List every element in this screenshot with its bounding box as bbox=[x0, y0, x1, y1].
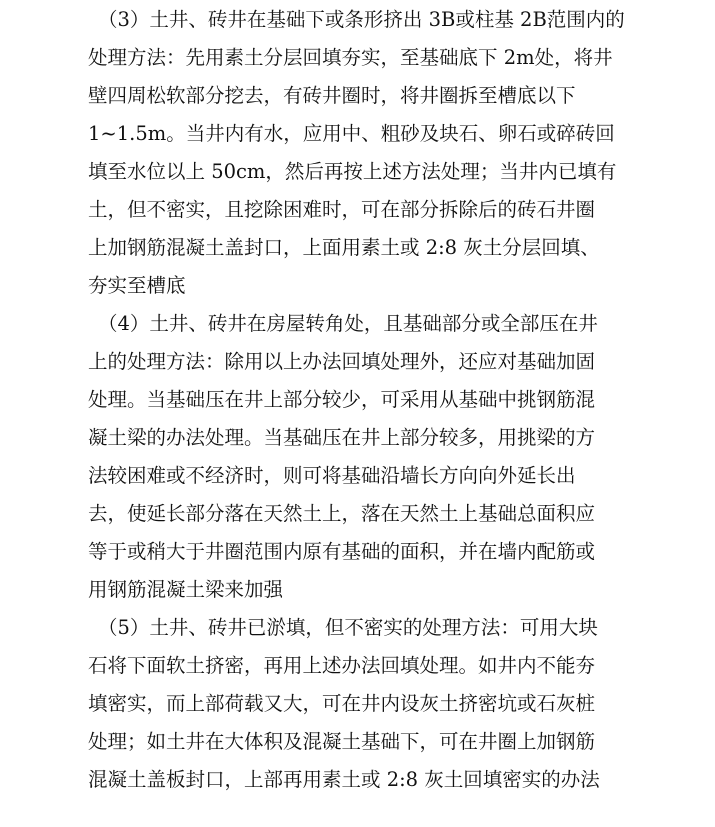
paragraph-3-line-6: 土，但不密实，且挖除困难时，可在部分拆除后的砖石井圈 bbox=[88, 198, 596, 221]
paragraph-5-line-1: （5）土井、砖井已淤填，但不密实的处理方法：可用大块 bbox=[98, 616, 598, 639]
paragraph-5-line-4: 处理；如土井在大体积及混凝土基础下，可在井圈上加钢筋 bbox=[88, 730, 596, 753]
paragraph-3-line-5: 填至水位以上 50cm，然后再按上述方法处理；当井内已填有 bbox=[88, 160, 617, 183]
paragraph-4-line-5: 法较困难或不经济时，则可将基础沿墙长方向向外延长出 bbox=[88, 464, 576, 487]
paragraph-5-line-2: 石将下面软土挤密，再用上述办法回填处理。如井内不能夯 bbox=[88, 654, 596, 677]
paragraph-3-line-1: （3）土井、砖井在基础下或条形挤出 3B或柱基 2B范围内的 bbox=[98, 8, 625, 31]
paragraph-4-line-1: （4）土井、砖井在房屋转角处，且基础部分或全部压在井 bbox=[98, 312, 598, 335]
paragraph-4-line-8: 用钢筋混凝土梁来加强 bbox=[88, 578, 284, 601]
paragraph-3-line-4: 1~1.5m。当井内有水，应用中、粗砂及块石、卵石或碎砖回 bbox=[88, 122, 615, 145]
paragraph-4-line-2: 上的处理方法：除用以上办法回填处理外，还应对基础加固 bbox=[88, 350, 596, 373]
paragraph-4-line-6: 去，使延长部分落在天然土上，落在天然土上基础总面积应 bbox=[88, 502, 596, 525]
paragraph-5-line-5: 混凝土盖板封口，上部再用素土或 2:8 灰土回填密实的办法 bbox=[88, 768, 600, 791]
paragraph-3-line-8: 夯实至槽底 bbox=[88, 274, 186, 297]
paragraph-4-line-3: 处理。当基础压在井上部分较少，可采用从基础中挑钢筋混 bbox=[88, 388, 596, 411]
paragraph-3-line-7: 上加钢筋混凝土盖封口，上面用素土或 2:8 灰土分层回填、 bbox=[88, 236, 600, 259]
paragraph-3-line-2: 处理方法：先用素土分层回填夯实，至基础底下 2m处，将井 bbox=[88, 46, 613, 69]
paragraph-3-line-3: 壁四周松软部分挖去，有砖井圈时，将井圈拆至槽底以下 bbox=[88, 84, 576, 107]
paragraph-5-line-3: 填密实，而上部荷载又大，可在井内设灰土挤密坑或石灰桩 bbox=[88, 692, 596, 715]
paragraph-4-line-7: 等于或稍大于井圈范围内原有基础的面积，并在墙内配筋或 bbox=[88, 540, 596, 563]
paragraph-4-line-4: 凝土梁的办法处理。当基础压在井上部分较多，用挑梁的方 bbox=[88, 426, 596, 449]
